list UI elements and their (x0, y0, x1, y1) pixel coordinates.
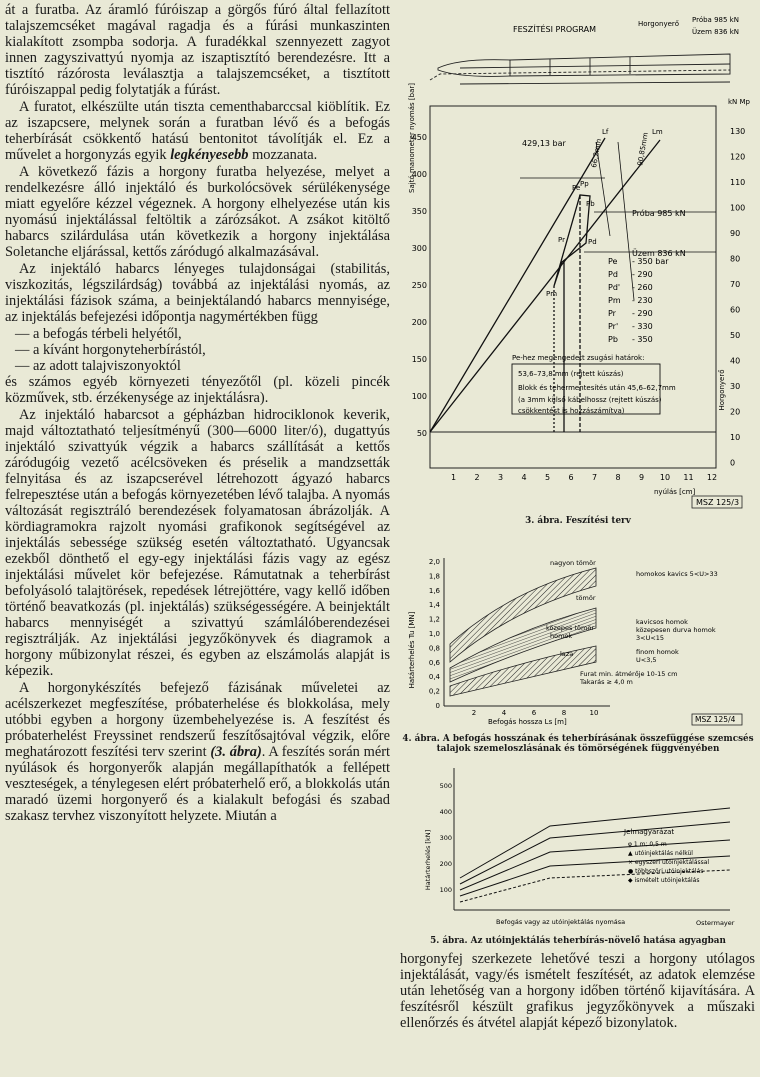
figure3-title: FESZÍTÉSI PROGRAM (513, 25, 596, 34)
letter-lf: Lf (602, 128, 609, 136)
tick-label: 60 (730, 305, 741, 315)
figure3-label-top: 429,13 bar (522, 139, 566, 148)
tick-label: 0,8 (428, 644, 440, 653)
figure-3 (400, 0, 756, 512)
tick-label: 30 (730, 382, 741, 391)
figure5-legend-title: Jelmagyarázat (624, 828, 675, 836)
figure4-stamp: MSZ 125/4 (695, 715, 736, 724)
figure-4 (400, 550, 756, 728)
figure3-label-diag2: 66,2mm (590, 138, 604, 169)
svg-text:Furat min. átmérője 10-15 cm: Furat min. átmérője 10-15 cm (580, 670, 678, 678)
tick-label: 400 (411, 170, 427, 179)
tick-label: 10 (730, 433, 741, 442)
svg-text:homokos kavics 5<U>33: homokos kavics 5<U>33 (636, 570, 718, 578)
tick-label: 350 (411, 207, 427, 216)
figure3-right-axis-unit: kN Mp (728, 98, 750, 106)
figure3-label-diag1: 90,85mm (636, 131, 650, 167)
figure3-note3: Blokk és tehermentesítés után 45,6–62,7mm (518, 384, 676, 392)
tick-label: 40 (730, 356, 741, 366)
legend-value: - 290 (632, 270, 653, 279)
figure3-uzem-line: Üzem 836 kN (632, 249, 686, 258)
legend-key: Pe (608, 257, 618, 266)
tick-label: 2,0 (428, 558, 440, 566)
svg-text:tömör: tömör (576, 594, 596, 602)
legend-key: Pm (608, 296, 621, 305)
figure-5 (400, 760, 756, 930)
tick-label: 3 (497, 473, 504, 482)
tick-label: 6 (568, 473, 574, 482)
legend-key: Pr (608, 309, 616, 318)
tick-label: 6 (531, 709, 537, 717)
tick-label: 7 (591, 473, 598, 482)
tick-label: 10 (659, 473, 671, 482)
figure3-horgonyero: Horgonyerő (638, 20, 680, 28)
tick-label: 8 (561, 709, 567, 717)
tick-label: 11 (683, 473, 694, 482)
paragraph: és számos egyéb környezeti tényezőtől (pl. közeli pincék közművek, stb. érzékenysége az injektálásra). (5, 374, 390, 406)
figure3-x-ticks (451, 473, 717, 482)
paragraph: Az injektáló habarcs lényeges tulajdonságai (stabilitás, viszkozitás, légszilárdság) továbbá az injektálási nyomás, az injektálási fázisok száma, a beinjektálandó habarcs mennyisége, az injektálás befejezési időpontja nagymértékben függ (5, 261, 390, 325)
tick-label: 250 (411, 281, 427, 290)
tick-label: 1,2 (428, 615, 440, 624)
tick-label: 1,8 (428, 572, 440, 581)
legend-value: - 290 (632, 309, 653, 318)
tick-label: 80 (730, 254, 741, 264)
tick-label: 500 (439, 782, 452, 790)
svg-text:U<3,5: U<3,5 (636, 656, 657, 664)
legend-entry: ◆ ismételt utóinjektálás (628, 877, 700, 884)
tick-label: 1,4 (428, 601, 440, 610)
anchor-drawing (430, 54, 730, 84)
legend-entry: ● többszöri utóinjektálás (628, 868, 704, 875)
figure3-note1: Pe-hez megengedett zsugási határok: (512, 354, 645, 362)
tick-label: 100 (439, 886, 452, 894)
legend-value: - 230 (632, 296, 653, 305)
legend-value: - 350 (632, 335, 653, 344)
tick-label: 400 (439, 808, 452, 816)
tick-label: 200 (439, 860, 452, 868)
tick-label: 300 (439, 834, 452, 842)
paragraph: át a furatba. Az áramló fúróiszap a görgős fúró által fellazított talajszemcséket magával ragadja és a fúrási munkaszinten kialakított zsompba sodorja. A furadékkal szennyezett zagyot innen zagyszivattyú nyomja az iszaptisztító berendezésre. Itt a tisztító rázórosta leválasztja a talajszemcséket, a tisztított fúróiszappal pedig folytatják a fúrást. (5, 2, 390, 98)
legend-entry: ▲ utóinjektálás nélkül (628, 850, 693, 857)
tick-label: 4 (501, 709, 507, 717)
figure5-x-label: Befogás vagy az utóinjektálás nyomása (496, 918, 626, 926)
tick-label: 70 (730, 280, 741, 289)
figure3-legend (608, 257, 669, 344)
tick-label: 50 (416, 429, 427, 438)
tick-label: 1,0 (428, 630, 440, 638)
svg-text:homok: homok (550, 632, 573, 640)
tick-label: 1 (450, 473, 457, 482)
svg-text:Takarás ≥ 4,0 m: Takarás ≥ 4,0 m (580, 678, 633, 686)
figure5-y-label: Határterhelés [kN] (424, 829, 432, 891)
tick-label: 2 (474, 473, 480, 482)
paragraph: Az injektáló habarcsot a gépházban hidrociklonok keverik, majd változtatható teljesítményű (300—6000 liter/ó), dugattyús injektáló szivattyúk végzik a habarcs szállítását a kettős záródugóig vezető acélcsöveken és préselik a mandzsetták felnyitása és az iszapcserével létrehozott ágyazó habarcs felrepesztése után a befogás környezetében lévő talajba. A nyomás változását regisztráló berendezések folyamatosan ábrázolják. A kördiagramokra rajzolt nyomási grafikonok segítségével az injektálás sebessége szükség esetén változtatható. Ugyancsak ezekből dönthető el egy-egy injektálási fázis vagy az egész injektálási művelet kör befejezése. Rámutatnak a teherbírást befolyásoló talajtörések, repedések létrejöttére, vagy kellő időben történő beavatkozás (pl. injektálás) szükségességére. A beinjektált habarcs mennyiségét a szivattyú számlálóberendezései regisztrálják. Az injektálási jegyzőkönyvek és diagramok a horgony műbizonylat részei, és egyben az elszámolás alapját is képezik. (5, 407, 390, 679)
tick-label: 130 (730, 127, 746, 136)
tick-label: 4 (521, 473, 527, 482)
legend-entry: × egyszeri utóinjektálással (628, 859, 710, 866)
letter-pb: Pb (586, 200, 595, 208)
figure4-y-ticks (429, 558, 441, 710)
letter-pd: Pd (588, 238, 597, 246)
figure5-legend (628, 841, 709, 884)
svg-text:laza: laza (560, 650, 574, 658)
svg-text:nagyon tömör: nagyon tömör (550, 559, 596, 567)
legend-value: - 260 (632, 283, 653, 292)
tick-label: 0,4 (428, 673, 440, 682)
list-item: — az adott talajviszonyoktól (15, 358, 181, 374)
svg-text:finom homok: finom homok (636, 648, 679, 656)
figure3-right-axis-label: Horgonyerő (718, 369, 726, 411)
tick-label: 2 (471, 709, 477, 717)
figure-3-caption: 3. ábra. Feszítési terv (525, 516, 631, 526)
svg-text:kavicsos homok: kavicsos homok (636, 618, 688, 626)
tick-label: 110 (730, 178, 746, 187)
figure-4-caption: 4. ábra. A befogás hosszának és teherbírásának összefüggése szemcsés talajok szemeloszlásának és tömörségének függvényében (402, 734, 754, 754)
tick-label: 12 (706, 473, 718, 482)
letter-pe: Pe (572, 184, 581, 192)
legend-entry: φ 1 m; 0,5 m (628, 841, 667, 848)
figure4-x-ticks (472, 709, 599, 717)
letter-pr: Pr (558, 236, 565, 244)
paragraph: A következő fázis a horgony furatba helyezése, melyet a rendelkezésre álló injektáló és burkolócsövek sérülékenysége miatt egyelőre kézzel végeznek. A horgony elhelyezése után kis nyomású injektálással feltöltik a zárózsákot. A zsákot kitöltő habarcs szilárdulása után következik a horgony injektálása Soletanche eljárással, kettős záródugó alkalmazásával. (5, 164, 390, 260)
legend-value: - 350 bar (632, 257, 669, 266)
figure5-stamp: Ostermayer (696, 919, 735, 927)
legend-key: Pd' (608, 283, 621, 292)
tick-label: 120 (730, 152, 746, 162)
svg-text:közepes tömör: közepes tömör (546, 624, 595, 632)
letter-pm: Pm (546, 290, 558, 298)
figure3-note5: csökkentést is hozzászámítva) (518, 407, 625, 415)
list-item: — a kívánt horgonyteherbírástól, (15, 342, 206, 358)
figure4-x-label: Befogás hossza Ls [m] (488, 718, 567, 726)
legend-value: - 330 (632, 322, 653, 331)
tick-label: 8 (615, 473, 621, 482)
tick-label: 100 (411, 392, 427, 401)
tick-label: 0 (435, 702, 440, 710)
letter-lm: Lm (652, 128, 663, 136)
left-column (5, 2, 390, 825)
tick-label: 20 (730, 407, 741, 417)
paragraph: A horgonykészítés befejező fázisának műveletei az acélszerkezet megfeszítése, próbaterhelése és blokkolása, mely utóbbi egyben a horgony üzembehelyezése is. A feszítést és próbaterhelést Freyssinet rendszerű feszítősajtóval végzik, előre meghatározott feszítési terv szerint (3. ábra). A feszítés során mért nyúlások és horgonyerők alapján megállapíthatók a fellépett veszteségek, a ténylegesen elért próbaterhelő erő, a blokkolás után maradó üzemi horgonyerő és a kialakult befogási és szabad szakasz tervhez viszonyított helyzete. Miután a (5, 680, 390, 824)
figure3-note4: (a 3mm külső kábelhossz (rejtett kúszás) (518, 396, 662, 404)
tick-label: 9 (638, 473, 645, 482)
tick-label: 200 (411, 318, 427, 327)
tick-label: 100 (730, 203, 746, 213)
figure5-frame (454, 768, 730, 910)
figure3-x-label: nyúlás [cm] (654, 488, 696, 496)
figure3-stamp: MSZ 125/3 (696, 498, 740, 507)
tick-label: 450 (411, 133, 427, 142)
figure3-proba-line: Próba 985 kN (632, 209, 686, 218)
list-item: — a befogás térbeli helyétől, (15, 326, 182, 342)
figure3-left-ticks (412, 133, 427, 438)
tick-label: 50 (730, 331, 741, 340)
legend-key: Pb (608, 335, 618, 344)
tick-label: 90 (730, 229, 741, 238)
right-column-text (400, 951, 755, 1031)
svg-text:3<U<15: 3<U<15 (636, 634, 665, 642)
tick-label: 0,2 (428, 687, 440, 696)
figure3-proba-top: Próba 985 kN (692, 16, 739, 24)
tick-label: 10 (589, 709, 599, 717)
figure3-right-ticks (730, 127, 745, 468)
figure3-uzem-top: Üzem 836 kN (692, 28, 740, 36)
figure5-y-ticks (440, 782, 452, 894)
svg-text:közepesen durva homok: közepesen durva homok (636, 626, 716, 634)
tick-label: 5 (544, 473, 551, 482)
paragraph: A furatot, elkészülte után tiszta cementhabarccsal kiöblítik. Ez az iszapcsere, melynek során a furatban lévő és a befogás teherbírását csökkentő hatású bentonitot távolítják el. Ez a művelet a horgonyzás egyik legkényesebb mozzanata. (5, 99, 390, 163)
figure4-y-label: Határterhelés Tu [MN] (408, 611, 416, 689)
tick-label: 1,6 (428, 586, 440, 595)
figure3-note2: 53,6–73,8 mm (rejtett kúszás) (518, 370, 624, 378)
legend-key: Pr' (608, 322, 619, 331)
figure3-left-axis-label: Sajtó manometer nyomás [bar] (408, 83, 416, 193)
paragraph: horgonyfej szerkezete lehetővé teszi a horgony utólagos injektálását, vagy/és ismételt feszítését, az adatok elemzése után lehetőség van a horgony időben történő kijavítására. A feszítésről készült grafikus jegyzőkönyvek a műszaki ellenőrzés és átvétel alapját képező bizonylatok. (400, 951, 755, 1031)
tick-label: 0 (730, 458, 736, 468)
tick-label: 300 (411, 244, 427, 253)
tick-label: 150 (411, 355, 427, 364)
letter-pp: Pp (580, 180, 589, 188)
legend-key: Pd (608, 270, 618, 279)
figure-5-caption: 5. ábra. Az utóinjektálás teherbírás-növelő hatása agyagban (430, 936, 726, 946)
tick-label: 0,6 (428, 658, 440, 667)
